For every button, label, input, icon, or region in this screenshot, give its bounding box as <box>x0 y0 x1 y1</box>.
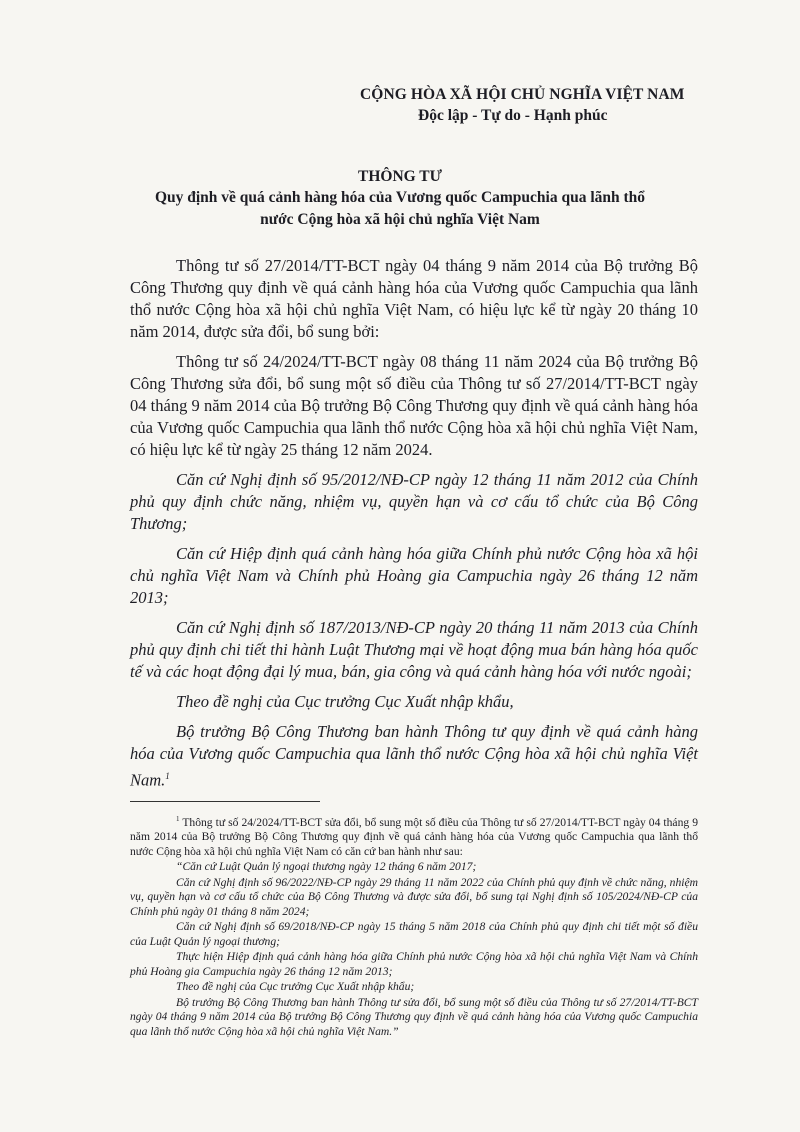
footnote-section <box>130 812 698 1040</box>
footnote-separator <box>130 801 320 802</box>
footnote-reference[interactable]: 1 <box>165 771 170 781</box>
footnote-basis-law: “Căn cứ Luật Quản lý ngoại thương ngày 12 tháng 6 năm 2017; <box>176 860 477 874</box>
document-body <box>130 255 698 800</box>
footnote-proposal: Theo đề nghị của Cục trưởng Cục Xuất nhập khẩu; <box>176 980 415 994</box>
legal-basis-decree-187: Căn cứ Nghị định số 187/2013/NĐ-CP ngày 20 tháng 11 năm 2013 của Chính phủ quy định chi tiết thi hành Luật Thương mại về hoạt động mua bán hàng hóa quốc tế và các hoạt động đại lý mua, bán, gia công và quá cảnh hàng hóa với nước ngoài; <box>130 618 698 681</box>
document-title-block <box>120 168 680 231</box>
footnote-transit-agreement: Thực hiện Hiệp định quá cảnh hàng hóa giữa Chính phủ nước Cộng hòa xã hội chủ nghĩa Việt Nam và Chính phủ Hoàng gia Campuchia ngày 26 tháng 12 năm 2013; <box>130 950 698 978</box>
legal-basis-transit-agreement: Căn cứ Hiệp định quá cảnh hàng hóa giữa Chính phủ nước Cộng hòa xã hội chủ nghĩa Việt Nam và Chính phủ Hoàng gia Campuchia ngày 26 tháng 12 năm 2013; <box>130 544 698 607</box>
amending-circular-paragraph: Thông tư số 24/2024/TT-BCT ngày 08 tháng 11 năm 2024 của Bộ trưởng Bộ Công Thương sửa đổi, bổ sung một số điều của Thông tư số 27/2014/TT-BCT ngày 04 tháng 9 năm 2014 của Bộ trưởng Bộ Công Thương quy định về quá cảnh hàng hóa của Vương quốc Campuchia qua lãnh thổ nước Cộng hòa xã hội chủ nghĩa Việt Nam, có hiệu lực kể từ ngày 25 tháng 12 năm 2024. <box>130 352 698 459</box>
promulgation-text: Bộ trưởng Bộ Công Thương ban hành Thông tư quy định về quá cảnh hàng hóa của Vương quốc Campuchia qua lãnh thổ nước Cộng hòa xã hội chủ nghĩa Việt Nam. <box>130 722 698 790</box>
footnote-marker: 1 <box>176 815 180 823</box>
amendment-intro-paragraph: Thông tư số 27/2014/TT-BCT ngày 04 tháng 9 năm 2014 của Bộ trưởng Bộ Công Thương quy định về quá cảnh hàng hóa của Vương quốc Campuchia qua lãnh thổ nước Cộng hòa xã hội chủ nghĩa Việt Nam, có hiệu lực kể từ ngày 20 tháng 10 năm 2014, được sửa đổi, bổ sung bởi: <box>130 256 698 341</box>
footnote-basis-decree-96: Căn cứ Nghị định số 96/2022/NĐ-CP ngày 29 tháng 11 năm 2022 của Chính phủ quy định về chức năng, nhiệm vụ, quyền hạn và cơ cấu tổ chức của Bộ Công Thương và được sửa đổi, bổ sung tại Nghị định số 105/2024/NĐ-CP của Chính phủ ngày 01 tháng 8 năm 2024; <box>130 875 698 918</box>
national-header <box>360 86 690 125</box>
nation-name: CỘNG HÒA XÃ HỘI CHỦ NGHĨA VIỆT NAM <box>360 86 685 103</box>
subject-line-2: nước Cộng hòa xã hội chủ nghĩa Việt Nam <box>260 211 540 228</box>
proposal-paragraph: Theo đề nghị của Cục trưởng Cục Xuất nhập khẩu, <box>176 692 514 711</box>
footnote-1-text: Thông tư số 24/2024/TT-BCT sửa đổi, bổ sung một số điều của Thông tư số 27/2014/TT-BCT ngày 04 tháng 9 năm 2014 của Bộ trưởng Bộ Công Thương quy định về quá cảnh hàng hóa của Vương quốc Campuchia qua lãnh thổ nước Cộng hòa xã hội chủ nghĩa Việt Nam có căn cứ ban hành như sau: <box>130 815 698 858</box>
subject-line-1: Quy định về quá cảnh hàng hóa của Vương quốc Campuchia qua lãnh thổ <box>154 189 646 206</box>
footnote-1-intro <box>130 812 698 859</box>
national-motto: Độc lập - Tự do - Hạnh phúc <box>418 107 608 124</box>
document-type: THÔNG TƯ <box>358 168 442 185</box>
legal-basis-decree-95: Căn cứ Nghị định số 95/2012/NĐ-CP ngày 12 tháng 11 năm 2012 của Chính phủ quy định chức năng, nhiệm vụ, quyền hạn và cơ cấu tổ chức của Bộ Công Thương; <box>130 470 698 533</box>
footnote-basis-decree-69: Căn cứ Nghị định số 69/2018/NĐ-CP ngày 15 tháng 5 năm 2018 của Chính phủ quy định chi tiết một số điều của Luật Quản lý ngoại thương; <box>130 920 698 948</box>
promulgation-paragraph <box>130 721 698 792</box>
footnote-promulgation: Bộ trưởng Bộ Công Thương ban hành Thông tư sửa đổi, bổ sung một số điều của Thông tư số 27/2014/TT-BCT ngày 04 tháng 9 năm 2014 của Bộ trưởng Bộ Công Thương quy định về quá cảnh hàng hóa của Vương quốc Campuchia qua lãnh thổ nước Cộng hòa xã hội chủ nghĩa Việt Nam.” <box>130 995 698 1038</box>
document-subject <box>120 187 680 231</box>
